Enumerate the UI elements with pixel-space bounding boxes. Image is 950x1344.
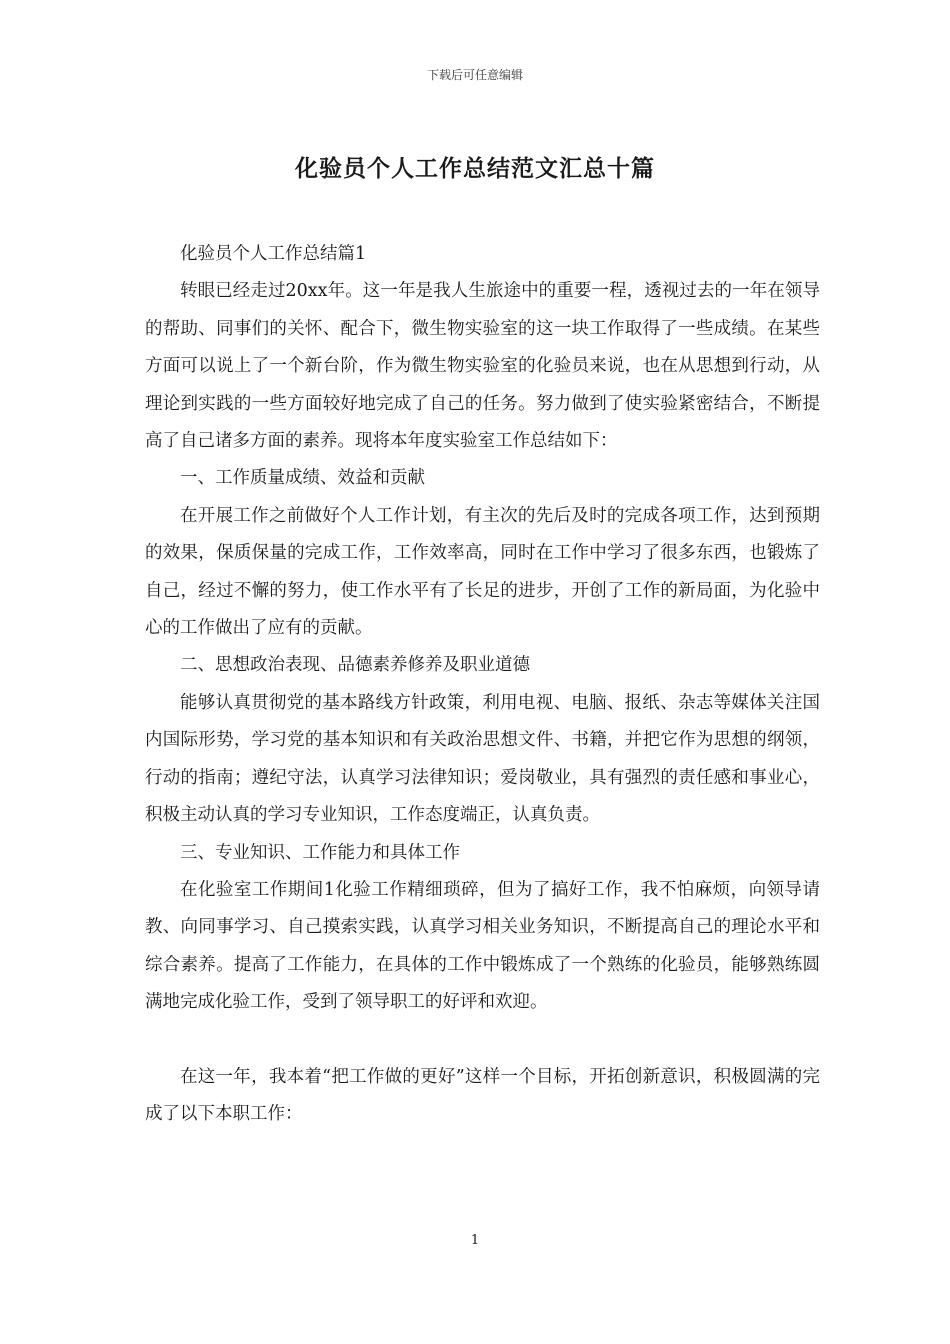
paragraph: 转眼已经走过20xx年。这一年是我人生旅途中的重要一程，透视过去的一年在领导的帮助、同事们的关怀、配合下，微生物实验室的这一块工作取得了一些成绩。在某些方面可以说上了一个新台阶，作为微生物实验室的化验员来说，也在从思想到行动，从理论到实践的一些方面较好地完成了自己的任务。努力做到了使实验紧密结合，不断提高了自己诸多方面的素养。现将本年度实验室工作总结如下： bbox=[145, 281, 820, 452]
section-heading: 化验员个人工作总结篇1 bbox=[180, 244, 367, 264]
page-number: 1 bbox=[470, 1233, 480, 1248]
subsection-heading: 二、思想政治表现、品德素养修养及职业道德 bbox=[180, 655, 530, 676]
paragraph: 在开展工作之前做好个人工作计划，有主次的先后及时的完成各项工作，达到预期的效果，保质保量的完成工作，工作效率高，同时在工作中学习了很多东西，也锻炼了自己，经过不懈的努力，使工作水平有了长足的进步，开创了工作的新局面，为化验中心的工作做出了应有的贡献。 bbox=[145, 505, 820, 639]
paragraph: 能够认真贯彻党的基本路线方针政策，利用电视、电脑、报纸、杂志等媒体关注国内国际形势，学习党的基本知识和有关政治思想文件、书籍，并把它作为思想的纲领，行动的指南；遵纪守法，认真学习法律知识；爱岗敬业，具有强烈的责任感和事业心，积极主动认真的学习专业知识，工作态度端正，认真负责。 bbox=[145, 692, 820, 826]
subsection-heading: 三、专业知识、工作能力和具体工作 bbox=[180, 842, 460, 863]
paragraph: 在化验室工作期间1化验工作精细琐碎，但为了搞好工作，我不怕麻烦，向领导请教、向同事学习、自己摸索实践，认真学习相关业务知识，不断提高自己的理论水平和综合素养。提高了工作能力，在具体的工作中锻炼成了一个熟练的化验员，能够熟练圆满地完成化验工作，受到了领导职工的好评和欢迎。 bbox=[145, 879, 820, 1013]
subsection-heading: 一、工作质量成绩、效益和贡献 bbox=[180, 468, 425, 489]
paragraph: 在这一年，我本着“把工作做的更好”这样一个目标，开拓创新意识，积极圆满的完成了以下本职工作： bbox=[145, 1066, 820, 1124]
header-note: 下载后可任意编辑 bbox=[426, 68, 523, 82]
document-title: 化验员个人工作总结范文汇总十篇 bbox=[295, 155, 655, 182]
document-body bbox=[145, 236, 820, 1133]
